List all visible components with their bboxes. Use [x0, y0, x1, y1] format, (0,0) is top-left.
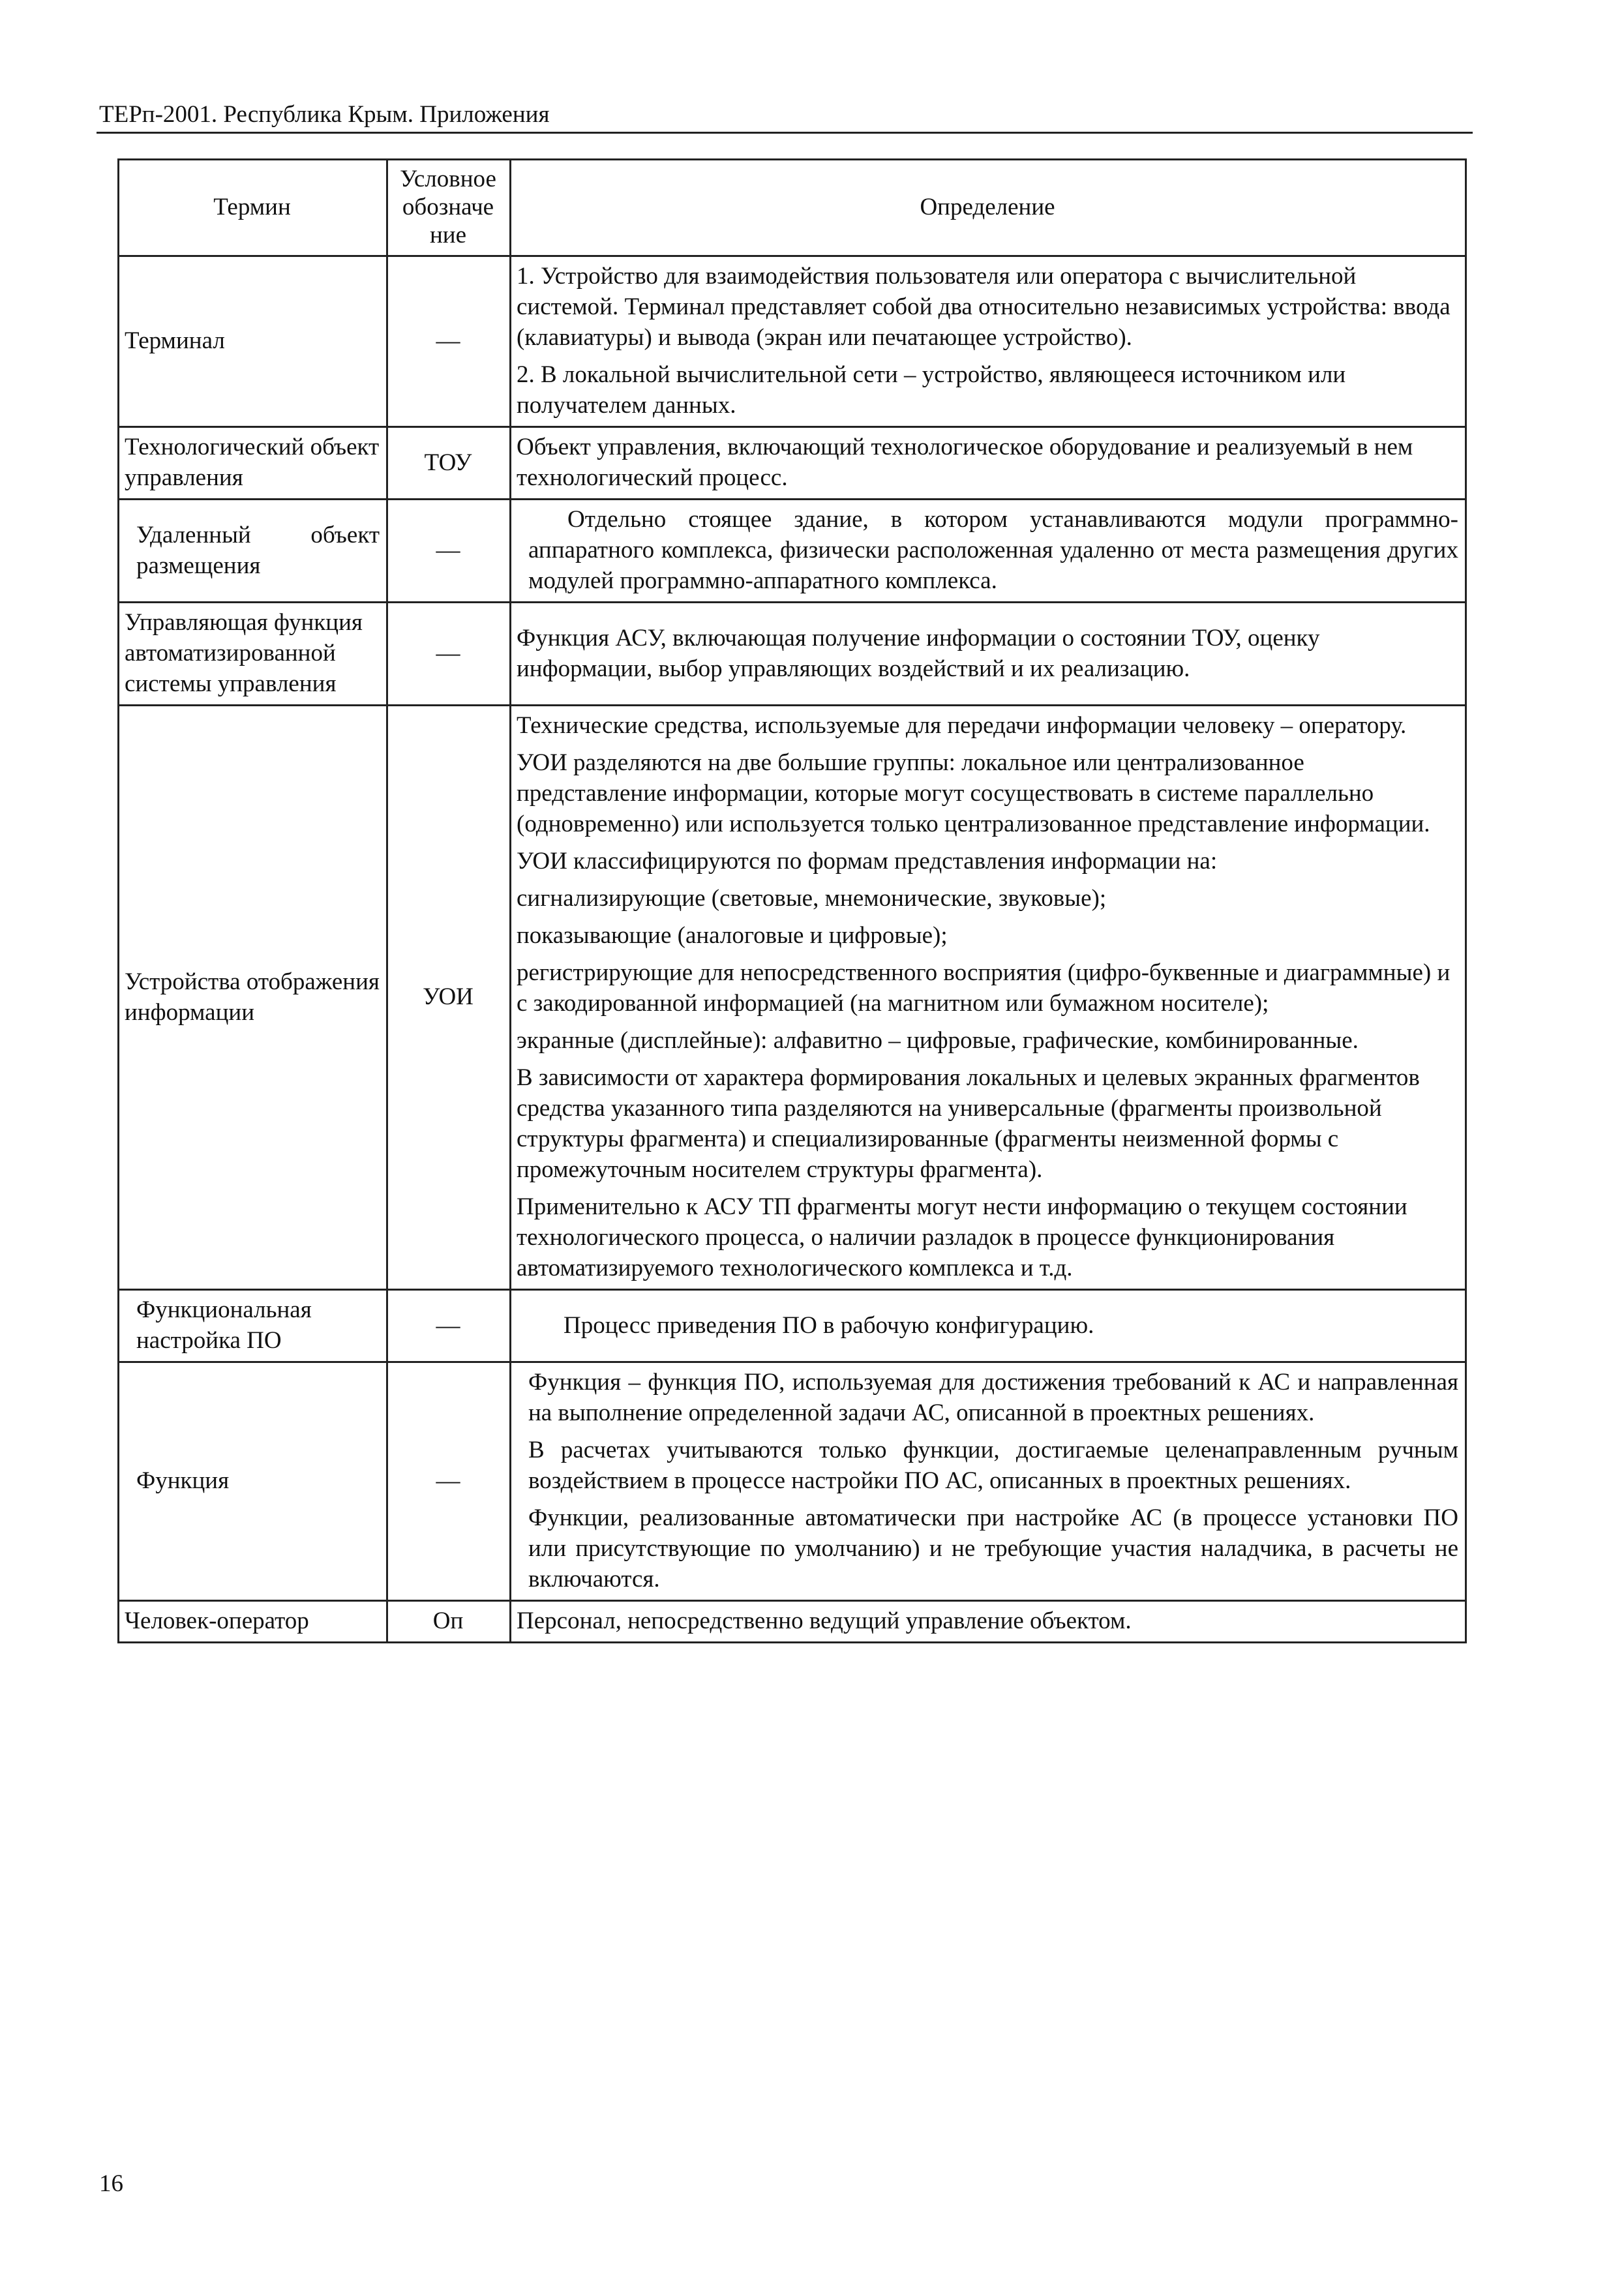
table-row	[119, 256, 1466, 427]
term-cell: Человек-оператор	[119, 1601, 387, 1643]
abbr-cell: —	[387, 500, 511, 603]
term-cell: Функциональная настройка ПО	[119, 1290, 387, 1362]
term-cell: Терминал	[119, 256, 387, 427]
terms-table	[117, 158, 1467, 1643]
definition-paragraph: 1. Устройство для взаимодействия пользователя или оператора с вычислительной системой. Терминал представляет собой два относительно независимых устройства: ввода (клавиатуры) и вывода (экран или печатающее устройство).	[517, 263, 1451, 351]
definition-cell	[511, 500, 1466, 603]
definition-cell	[511, 603, 1466, 706]
definition-paragraph: Процесс приведения ПО в рабочую конфигурацию.	[564, 1311, 1094, 1339]
definition-paragraph: Персонал, непосредственно ведущий управление объектом.	[517, 1608, 1132, 1634]
definition-cell	[511, 427, 1466, 500]
definition-paragraph: Объект управления, включающий технологическое оборудование и реализуемый в нем технологический процесс.	[517, 434, 1413, 491]
term-cell: Функция	[119, 1362, 387, 1601]
header-definition: Определение	[511, 160, 1466, 256]
definition-paragraph: УОИ разделяются на две большие группы: локальное или централизованное представление информации, которые могут сосуществовать в системе параллельно (одновременно) или используется только централизованное представление информации.	[517, 749, 1430, 837]
table-row	[119, 706, 1466, 1290]
definition-paragraph: Применительно к АСУ ТП фрагменты могут нести информацию о текущем состоянии технологического процесса, о наличии разладок в процессе функционирования автоматизируемого технологического комплекса и т.д.	[517, 1193, 1407, 1281]
definition-paragraph: Технические средства, используемые для передачи информации человеку – оператору.	[517, 712, 1407, 739]
term-cell: Технологический объект управления	[119, 427, 387, 500]
definition-paragraph: Функция АСУ, включающая получение информации о состоянии ТОУ, оценку информации, выбор управляющих воздействий и их реализацию.	[517, 624, 1320, 682]
term-cell: Управляющая функция автоматизированной системы управления	[119, 603, 387, 706]
page-number: 16	[99, 2170, 123, 2197]
table-header-row	[119, 160, 1466, 256]
abbr-cell: —	[387, 1290, 511, 1362]
abbr-cell: —	[387, 256, 511, 427]
definition-paragraph: В расчетах учитываются только функции, достигаемые целенаправленным ручным воздействием в процессе настройки ПО АС, описанных в проектных решениях.	[528, 1437, 1458, 1494]
definition-paragraph: Функции, реализованные автоматически при настройке АС (в процессе установки ПО или присутствующие по умолчанию) и не требующие участия наладчика, в расчеты не включаются.	[528, 1504, 1458, 1593]
definition-paragraph: В зависимости от характера формирования локальных и целевых экранных фрагментов средства указанного типа разделяются на универсальные (фрагменты произвольной структуры фрагмента) и специализированные (фрагменты неизменной формы с промежуточным носителем структуры фрагмента).	[517, 1064, 1420, 1183]
definition-cell	[511, 256, 1466, 427]
definition-paragraph: регистрирующие для непосредственного восприятия (цифро-буквенные и диаграммные) и с закодированной информацией (на магнитном или бумажном носителе);	[517, 959, 1451, 1017]
term-cell: Устройства отображения информации	[119, 706, 387, 1290]
running-header: ТЕРп-2001. Республика Крым. Приложения	[99, 101, 550, 128]
definition-paragraph: показывающие (аналоговые и цифровые);	[517, 922, 948, 949]
definition-paragraph: 2. В локальной вычислительной сети – устройство, являющееся источником или получателем данных.	[517, 361, 1346, 419]
abbr-cell: —	[387, 603, 511, 706]
definition-cell	[511, 1601, 1466, 1643]
header-abbr: Условное обозначе ние	[387, 160, 511, 256]
definition-paragraph: Функция – функция ПО, используемая для достижения требований к АС и направленная на выполнение определенной задачи АС, описанной в проектных решениях.	[528, 1369, 1458, 1426]
definition-paragraph: экранные (дисплейные): алфавитно – цифровые, графические, комбинированные.	[517, 1027, 1359, 1054]
definition-paragraph: сигнализирующие (световые, мнемонические, звуковые);	[517, 885, 1107, 912]
table-row	[119, 427, 1466, 500]
abbr-cell: УОИ	[387, 706, 511, 1290]
definition-paragraph: Отдельно стоящее здание, в котором устанавливаются модули программно-аппаратного комплекса, физически расположенная удаленно от места размещения других модулей программно-аппаратного комплекса.	[528, 506, 1458, 594]
table-row	[119, 1601, 1466, 1643]
header-rule	[97, 132, 1473, 134]
definition-cell	[511, 1290, 1466, 1362]
abbr-cell: —	[387, 1362, 511, 1601]
header-term: Термин	[119, 160, 387, 256]
abbr-cell: Оп	[387, 1601, 511, 1643]
table-row	[119, 500, 1466, 603]
definition-cell	[511, 706, 1466, 1290]
table-row	[119, 1290, 1466, 1362]
definition-paragraph: УОИ классифицируются по формам представления информации на:	[517, 848, 1218, 875]
term-cell: Удаленный объект размещения	[119, 500, 387, 603]
abbr-cell: ТОУ	[387, 427, 511, 500]
definition-cell	[511, 1362, 1466, 1601]
table-row	[119, 603, 1466, 706]
table-row	[119, 1362, 1466, 1601]
